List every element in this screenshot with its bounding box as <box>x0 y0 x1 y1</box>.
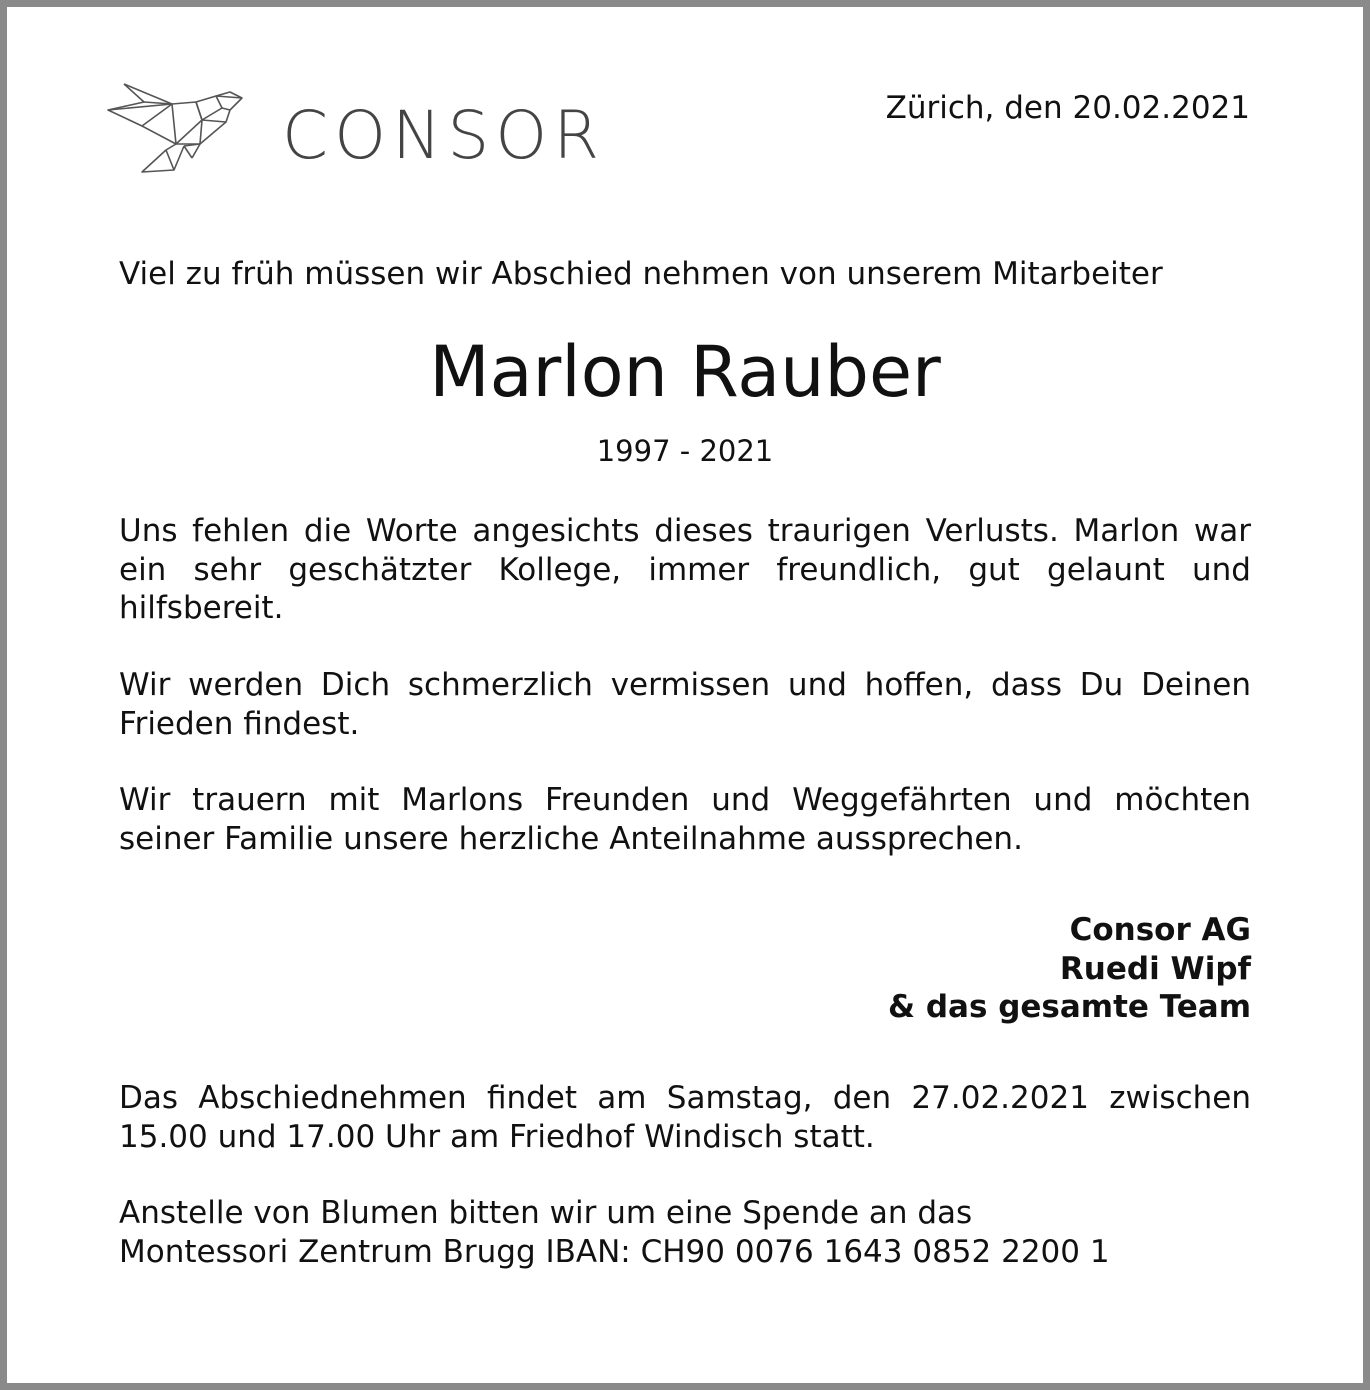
intro-line: Viel zu früh müssen wir Abschied nehmen von unserem Mitarbeiter <box>119 256 1163 292</box>
paragraph-farewell: Wir werden Dich schmerzlich vermissen und hoffen, dass Du Deinen Frieden findest. <box>119 667 1251 742</box>
donation-line-1: Anstelle von Blumen bitten wir um eine Spende an das <box>119 1195 973 1231</box>
life-years: 1997 - 2021 <box>596 434 774 468</box>
signature-company: Consor AG <box>1069 912 1251 948</box>
letter-date: Zürich, den 20.02.2021 <box>885 90 1250 126</box>
signature-person: Ruedi Wipf <box>1059 950 1251 987</box>
donation-line-2: Montessori Zentrum Brugg IBAN: CH90 0076 1643 0852 2200 1 <box>119 1233 1110 1270</box>
signature-block <box>888 911 1251 1027</box>
paragraph-tribute: Uns fehlen die Worte angesichts dieses traurigen Verlusts. Marlon war ein sehr geschätzter Kollege, immer freundlich, gut gelaunt und hilfsbereit. <box>119 513 1251 626</box>
paragraph-ceremony: Das Abschiednehmen findet am Samstag, den 27.02.2021 zwischen 15.00 und 17.00 Uhr am Friedhof Windisch statt. <box>119 1080 1251 1155</box>
signature-team: & das gesamte Team <box>888 989 1251 1025</box>
deceased-name: Marlon Rauber <box>429 331 941 413</box>
paragraph-condolences: Wir trauern mit Marlons Freunden und Weggefährten und möchten seiner Familie unsere herzliche Anteilnahme aussprechen. <box>119 782 1251 857</box>
logo-wordmark: CONSOR <box>282 97 606 174</box>
paragraph-donation <box>119 1194 1251 1271</box>
